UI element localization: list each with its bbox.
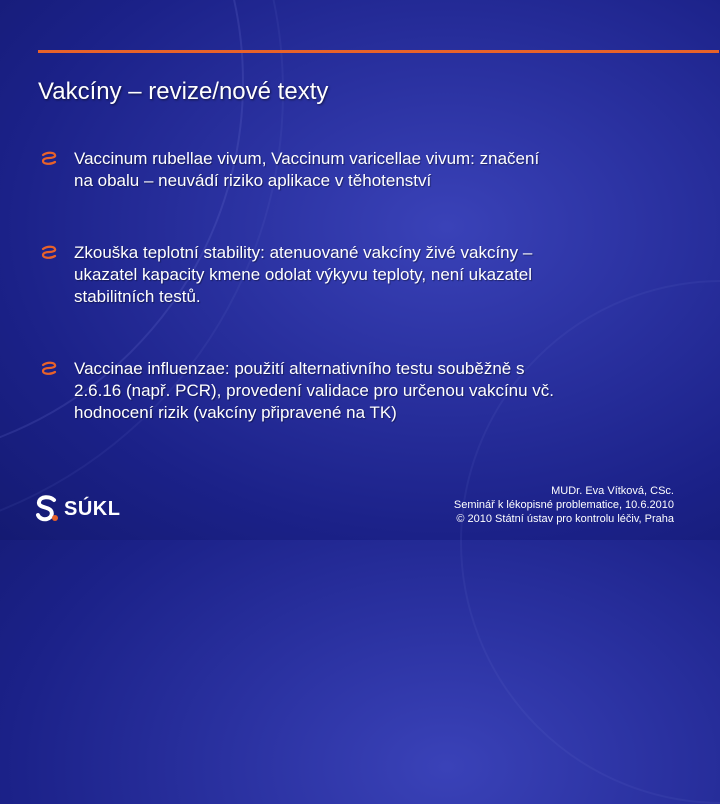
bullet-text-line: hodnocení rizik (vakcíny připravené na TK)	[74, 403, 397, 422]
footer-credits	[454, 484, 674, 526]
sukl-logo	[34, 494, 120, 524]
bullet-text-line: Vaccinae influenzae: použití alternativního testu souběžně s	[74, 359, 525, 378]
swirl-bullet-icon	[40, 245, 58, 261]
swirl-bullet-icon	[40, 361, 58, 377]
bullet-text-line: ukazatel kapacity kmene odolat výkyvu teploty, není ukazatel	[74, 265, 532, 284]
bullet-text-line: Vaccinum rubellae vivum, Vaccinum varicellae vivum: značení	[74, 149, 540, 168]
sukl-logo-icon	[34, 494, 60, 524]
event-line: Seminář k lékopisné problematice, 10.6.2010	[453, 499, 674, 511]
logo-text: SÚKL	[64, 497, 121, 520]
swirl-bullet-icon	[40, 151, 58, 167]
bullet-item	[40, 148, 680, 192]
slide-title: Vakcíny – revize/nové texty	[38, 78, 329, 105]
author-name: MUDr. Eva Vítková, CSc.	[551, 485, 674, 497]
bullet-text-line: Zkouška teplotní stability: atenuované vakcíny živé vakcíny –	[74, 243, 533, 262]
bullet-text-line: na obalu – neuvádí riziko aplikace v těhotenství	[74, 171, 432, 190]
title-divider	[38, 50, 719, 53]
bullet-list	[40, 148, 680, 424]
bullet-item	[40, 242, 680, 308]
copyright-line: © 2010 Státní ústav pro kontrolu léčiv, Praha	[456, 513, 674, 525]
bullet-text-line: stabilitních testů.	[74, 287, 201, 306]
bullet-text-line: 2.6.16 (např. PCR), provedení validace pro určenou vakcínu vč.	[74, 381, 555, 400]
bullet-item	[40, 358, 680, 424]
